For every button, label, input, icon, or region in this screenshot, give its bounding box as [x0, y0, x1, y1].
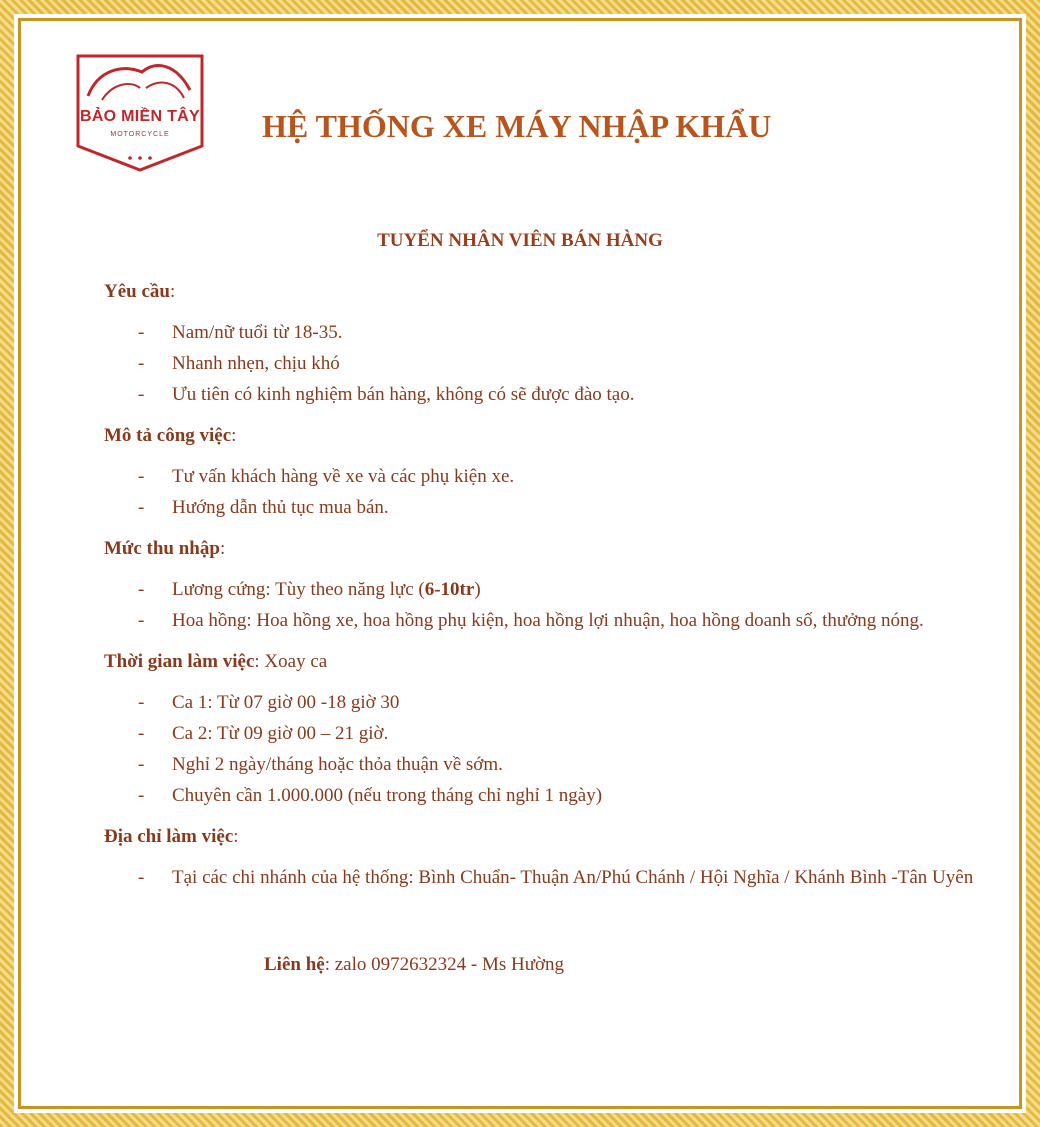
logo-brand-text: BẢO MIỀN TÂY — [79, 108, 201, 125]
list-item: - Nhanh nhẹn, chịu khó — [138, 353, 340, 374]
contact-label: Liên hệ — [264, 954, 325, 975]
schedule-list — [104, 687, 984, 811]
salary-range: 6-10tr — [424, 579, 475, 600]
job-title: TUYỂN NHÂN VIÊN BÁN HÀNG — [377, 230, 663, 251]
brand-logo — [72, 50, 208, 174]
list-item: - Nghỉ 2 ngày/tháng hoặc thỏa thuận về sớm. — [138, 754, 503, 775]
description-list — [104, 461, 984, 523]
list-item: - Tại các chi nhánh của hệ thống: Bình Chuẩn- Thuận An/Phú Chánh / Hội Nghĩa / Khánh Bình -Tân Uyên — [138, 867, 974, 888]
list-item: - Chuyên cần 1.000.000 (nếu trong tháng chỉ nghỉ 1 ngày) — [138, 785, 603, 806]
list-item: - Tư vấn khách hàng về xe và các phụ kiện xe. — [138, 466, 515, 487]
list-item: - Ca 2: Từ 09 giờ 00 – 21 giờ. — [138, 723, 389, 744]
list-item: - Ưu tiên có kinh nghiệm bán hàng, không có sẽ được đào tạo. — [138, 384, 635, 405]
contact-value: zalo 0972632324 - Ms Hường — [334, 954, 565, 975]
list-item: - Hoa hồng: Hoa hồng xe, hoa hồng phụ kiện, hoa hồng lợi nhuận, hoa hồng doanh số, thưởng nóng. — [138, 610, 924, 631]
requirements-heading: Yêu cầu: — [104, 281, 176, 302]
page-title: HỆ THỐNG XE MÁY NHẬP KHẨU — [262, 108, 772, 144]
job-details — [104, 276, 984, 980]
requirements-list — [104, 317, 984, 410]
logo-subtitle: MOTORCYCLE — [110, 131, 170, 138]
location-list — [104, 862, 984, 893]
description-heading: Mô tả công việc: — [104, 425, 237, 446]
location-heading: Địa chỉ làm việc: — [104, 826, 239, 847]
list-item: - Nam/nữ tuổi từ 18-35. — [138, 322, 343, 343]
income-heading: Mức thu nhập: — [104, 538, 226, 559]
list-item: - Lương cứng: Tùy theo năng lực (6-10tr) — [138, 579, 481, 600]
contact-line: Liên hệ: zalo 0972632324 - Ms Hường — [264, 954, 565, 975]
list-item: - Hướng dẫn thủ tục mua bán. — [138, 497, 389, 518]
schedule-heading: Thời gian làm việc: Xoay ca — [104, 651, 328, 672]
income-list — [104, 574, 984, 636]
schedule-value: Xoay ca — [264, 651, 328, 672]
list-item: - Ca 1: Từ 07 giờ 00 -18 giờ 30 — [138, 692, 400, 713]
